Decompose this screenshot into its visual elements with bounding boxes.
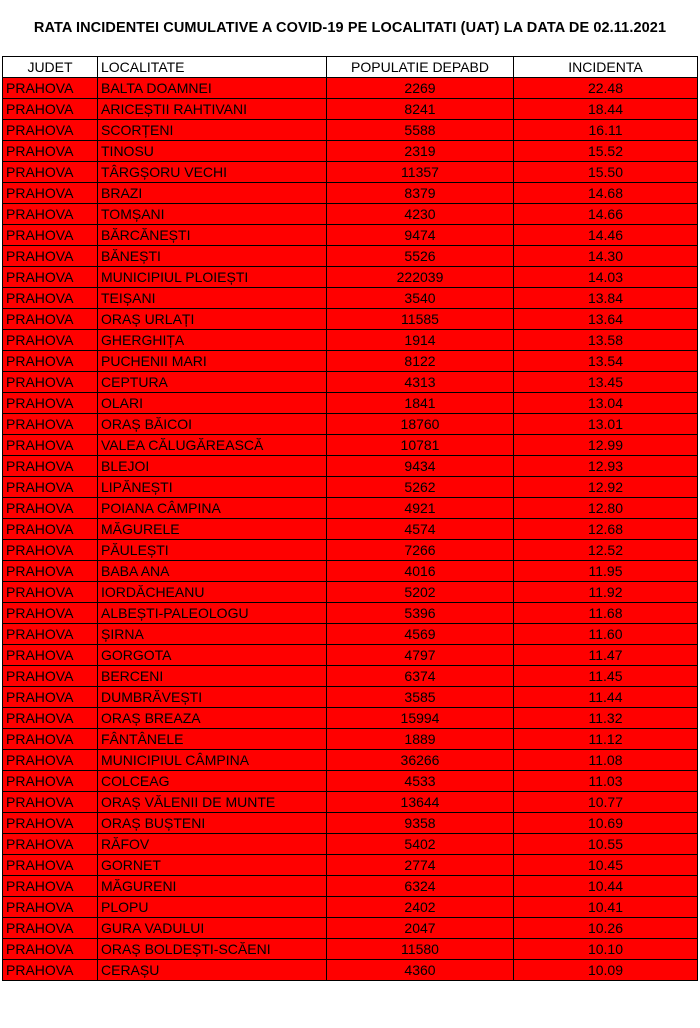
cell-populatie: 11580 [327,939,514,960]
cell-judet: PRAHOVA [3,183,98,204]
table-body [3,78,698,981]
cell-populatie: 3585 [327,687,514,708]
cell-judet: PRAHOVA [3,645,98,666]
table-row [3,750,698,771]
cell-incidenta: 13.54 [514,351,698,372]
cell-populatie: 2402 [327,897,514,918]
cell-judet: PRAHOVA [3,351,98,372]
table-row [3,435,698,456]
cell-localitate: TÂRGȘORU VECHI [98,162,327,183]
column-header-judet: JUDET [3,57,98,78]
cell-localitate: FÂNTÂNELE [98,729,327,750]
cell-incidenta: 10.45 [514,855,698,876]
cell-localitate: ȘIRNA [98,624,327,645]
cell-incidenta: 11.92 [514,582,698,603]
cell-judet: PRAHOVA [3,918,98,939]
cell-judet: PRAHOVA [3,330,98,351]
cell-judet: PRAHOVA [3,435,98,456]
cell-judet: PRAHOVA [3,855,98,876]
cell-incidenta: 12.93 [514,456,698,477]
cell-localitate: ORAȘ BUȘTENI [98,813,327,834]
cell-incidenta: 10.44 [514,876,698,897]
cell-incidenta: 10.10 [514,939,698,960]
cell-judet: PRAHOVA [3,519,98,540]
cell-localitate: ORAȘ VĂLENII DE MUNTE [98,792,327,813]
cell-incidenta: 11.47 [514,645,698,666]
cell-populatie: 2774 [327,855,514,876]
table-row [3,603,698,624]
cell-populatie: 13644 [327,792,514,813]
cell-incidenta: 14.68 [514,183,698,204]
table-row [3,414,698,435]
cell-judet: PRAHOVA [3,603,98,624]
cell-incidenta: 12.52 [514,540,698,561]
table-row [3,204,698,225]
table-row [3,792,698,813]
cell-populatie: 5396 [327,603,514,624]
cell-judet: PRAHOVA [3,624,98,645]
cell-populatie: 15994 [327,708,514,729]
cell-populatie: 5588 [327,120,514,141]
cell-incidenta: 10.26 [514,918,698,939]
table-row [3,267,698,288]
cell-judet: PRAHOVA [3,120,98,141]
table-row [3,351,698,372]
cell-populatie: 5262 [327,477,514,498]
table-row [3,330,698,351]
cell-localitate: ORAȘ BOLDEȘTI-SCĂENI [98,939,327,960]
cell-incidenta: 16.11 [514,120,698,141]
table-row [3,687,698,708]
cell-judet: PRAHOVA [3,834,98,855]
cell-localitate: IORDĂCHEANU [98,582,327,603]
cell-populatie: 1841 [327,393,514,414]
table-row [3,729,698,750]
table-row [3,582,698,603]
cell-localitate: TOMȘANI [98,204,327,225]
table-row [3,561,698,582]
cell-localitate: ARICEȘTII RAHTIVANI [98,99,327,120]
cell-judet: PRAHOVA [3,288,98,309]
cell-localitate: BRAZI [98,183,327,204]
table-row [3,771,698,792]
cell-incidenta: 11.12 [514,729,698,750]
cell-populatie: 4313 [327,372,514,393]
column-header-populatie: POPULATIE DEPABD [327,57,514,78]
cell-localitate: CEPTURA [98,372,327,393]
cell-localitate: MUNICIPIUL CÂMPINA [98,750,327,771]
cell-localitate: BABA ANA [98,561,327,582]
cell-populatie: 4569 [327,624,514,645]
table-row [3,309,698,330]
cell-incidenta: 15.52 [514,141,698,162]
cell-incidenta: 11.45 [514,666,698,687]
column-header-incidenta: INCIDENTA [514,57,698,78]
cell-localitate: GORGOTA [98,645,327,666]
cell-localitate: DUMBRĂVEȘTI [98,687,327,708]
table-row [3,918,698,939]
cell-judet: PRAHOVA [3,750,98,771]
cell-populatie: 8122 [327,351,514,372]
cell-judet: PRAHOVA [3,372,98,393]
cell-populatie: 2269 [327,78,514,99]
cell-populatie: 4921 [327,498,514,519]
table-row [3,477,698,498]
cell-populatie: 8241 [327,99,514,120]
cell-incidenta: 13.58 [514,330,698,351]
cell-localitate: PĂULEȘTI [98,540,327,561]
cell-judet: PRAHOVA [3,582,98,603]
cell-judet: PRAHOVA [3,813,98,834]
table-row [3,960,698,981]
table-header [3,57,698,78]
cell-localitate: GHERGHIȚA [98,330,327,351]
cell-judet: PRAHOVA [3,267,98,288]
cell-incidenta: 14.46 [514,225,698,246]
table-row [3,666,698,687]
table-row [3,183,698,204]
cell-judet: PRAHOVA [3,771,98,792]
cell-incidenta: 11.95 [514,561,698,582]
cell-localitate: ORAȘ BĂICOI [98,414,327,435]
cell-populatie: 4016 [327,561,514,582]
table-row [3,78,698,99]
cell-judet: PRAHOVA [3,225,98,246]
cell-judet: PRAHOVA [3,141,98,162]
cell-localitate: BALTA DOAMNEI [98,78,327,99]
cell-localitate: RĂFOV [98,834,327,855]
cell-judet: PRAHOVA [3,456,98,477]
table-row [3,393,698,414]
cell-populatie: 9358 [327,813,514,834]
cell-judet: PRAHOVA [3,897,98,918]
cell-localitate: PLOPU [98,897,327,918]
cell-populatie: 9474 [327,225,514,246]
cell-localitate: GORNET [98,855,327,876]
cell-incidenta: 11.44 [514,687,698,708]
table-row [3,897,698,918]
table-row [3,225,698,246]
cell-judet: PRAHOVA [3,393,98,414]
table-row [3,624,698,645]
cell-populatie: 11585 [327,309,514,330]
table-row [3,519,698,540]
header-row [3,57,698,78]
cell-localitate: CERAȘU [98,960,327,981]
table-row [3,498,698,519]
cell-judet: PRAHOVA [3,414,98,435]
table-row [3,372,698,393]
cell-incidenta: 14.03 [514,267,698,288]
cell-judet: PRAHOVA [3,687,98,708]
cell-populatie: 222039 [327,267,514,288]
cell-populatie: 18760 [327,414,514,435]
cell-judet: PRAHOVA [3,498,98,519]
cell-localitate: TINOSU [98,141,327,162]
cell-populatie: 5202 [327,582,514,603]
cell-populatie: 6374 [327,666,514,687]
table-row [3,855,698,876]
cell-populatie: 4533 [327,771,514,792]
cell-localitate: MUNICIPIUL PLOIEȘTI [98,267,327,288]
cell-incidenta: 13.04 [514,393,698,414]
cell-populatie: 2319 [327,141,514,162]
cell-incidenta: 13.84 [514,288,698,309]
cell-populatie: 3540 [327,288,514,309]
cell-incidenta: 13.01 [514,414,698,435]
table-row [3,540,698,561]
column-header-localitate: LOCALITATE [98,57,327,78]
cell-incidenta: 13.45 [514,372,698,393]
cell-localitate: POIANA CÂMPINA [98,498,327,519]
cell-incidenta: 18.44 [514,99,698,120]
cell-localitate: ALBEȘTI-PALEOLOGU [98,603,327,624]
cell-localitate: ORAȘ BREAZA [98,708,327,729]
table-row [3,99,698,120]
cell-incidenta: 11.08 [514,750,698,771]
cell-judet: PRAHOVA [3,540,98,561]
cell-localitate: GURA VADULUI [98,918,327,939]
cell-populatie: 1889 [327,729,514,750]
table-row [3,813,698,834]
cell-populatie: 7266 [327,540,514,561]
cell-incidenta: 22.48 [514,78,698,99]
cell-incidenta: 11.32 [514,708,698,729]
cell-populatie: 6324 [327,876,514,897]
cell-populatie: 5526 [327,246,514,267]
cell-judet: PRAHOVA [3,309,98,330]
table-row [3,246,698,267]
cell-localitate: BLEJOI [98,456,327,477]
cell-judet: PRAHOVA [3,162,98,183]
cell-judet: PRAHOVA [3,477,98,498]
table-row [3,939,698,960]
cell-incidenta: 10.09 [514,960,698,981]
incidence-table [2,56,698,981]
cell-incidenta: 12.68 [514,519,698,540]
cell-populatie: 8379 [327,183,514,204]
cell-localitate: MĂGURENI [98,876,327,897]
cell-populatie: 36266 [327,750,514,771]
table-row [3,141,698,162]
cell-incidenta: 11.03 [514,771,698,792]
table-row [3,162,698,183]
cell-localitate: VALEA CĂLUGĂREASCĂ [98,435,327,456]
cell-localitate: BĂNEȘTI [98,246,327,267]
cell-populatie: 10781 [327,435,514,456]
cell-incidenta: 12.80 [514,498,698,519]
cell-judet: PRAHOVA [3,204,98,225]
cell-localitate: SCORȚENI [98,120,327,141]
cell-incidenta: 11.60 [514,624,698,645]
cell-judet: PRAHOVA [3,960,98,981]
cell-incidenta: 10.77 [514,792,698,813]
cell-judet: PRAHOVA [3,246,98,267]
cell-populatie: 1914 [327,330,514,351]
cell-judet: PRAHOVA [3,708,98,729]
cell-populatie: 4230 [327,204,514,225]
cell-judet: PRAHOVA [3,729,98,750]
cell-incidenta: 14.66 [514,204,698,225]
table-row [3,645,698,666]
cell-populatie: 2047 [327,918,514,939]
cell-judet: PRAHOVA [3,78,98,99]
cell-judet: PRAHOVA [3,939,98,960]
cell-incidenta: 12.92 [514,477,698,498]
cell-judet: PRAHOVA [3,876,98,897]
cell-judet: PRAHOVA [3,666,98,687]
table-row [3,876,698,897]
cell-judet: PRAHOVA [3,561,98,582]
table-row [3,708,698,729]
cell-incidenta: 10.55 [514,834,698,855]
cell-localitate: COLCEAG [98,771,327,792]
cell-localitate: BERCENI [98,666,327,687]
cell-incidenta: 12.99 [514,435,698,456]
cell-incidenta: 10.41 [514,897,698,918]
table-row [3,288,698,309]
table-row [3,120,698,141]
cell-incidenta: 11.68 [514,603,698,624]
cell-incidenta: 10.69 [514,813,698,834]
cell-populatie: 5402 [327,834,514,855]
table-row [3,456,698,477]
table-row [3,834,698,855]
cell-incidenta: 13.64 [514,309,698,330]
cell-localitate: ORAȘ URLAȚI [98,309,327,330]
cell-populatie: 9434 [327,456,514,477]
cell-populatie: 4797 [327,645,514,666]
cell-judet: PRAHOVA [3,99,98,120]
cell-judet: PRAHOVA [3,792,98,813]
cell-incidenta: 14.30 [514,246,698,267]
cell-populatie: 4360 [327,960,514,981]
cell-localitate: TEIȘANI [98,288,327,309]
cell-incidenta: 15.50 [514,162,698,183]
cell-populatie: 11357 [327,162,514,183]
cell-localitate: PUCHENII MARI [98,351,327,372]
cell-populatie: 4574 [327,519,514,540]
cell-localitate: BĂRCĂNEȘTI [98,225,327,246]
cell-localitate: LIPĂNEȘTI [98,477,327,498]
document-title: RATA INCIDENTEI CUMULATIVE A COVID-19 PE LOCALITATI (UAT) LA DATA DE 02.11.2021 [33,20,667,36]
cell-localitate: MĂGURELE [98,519,327,540]
cell-localitate: OLARI [98,393,327,414]
